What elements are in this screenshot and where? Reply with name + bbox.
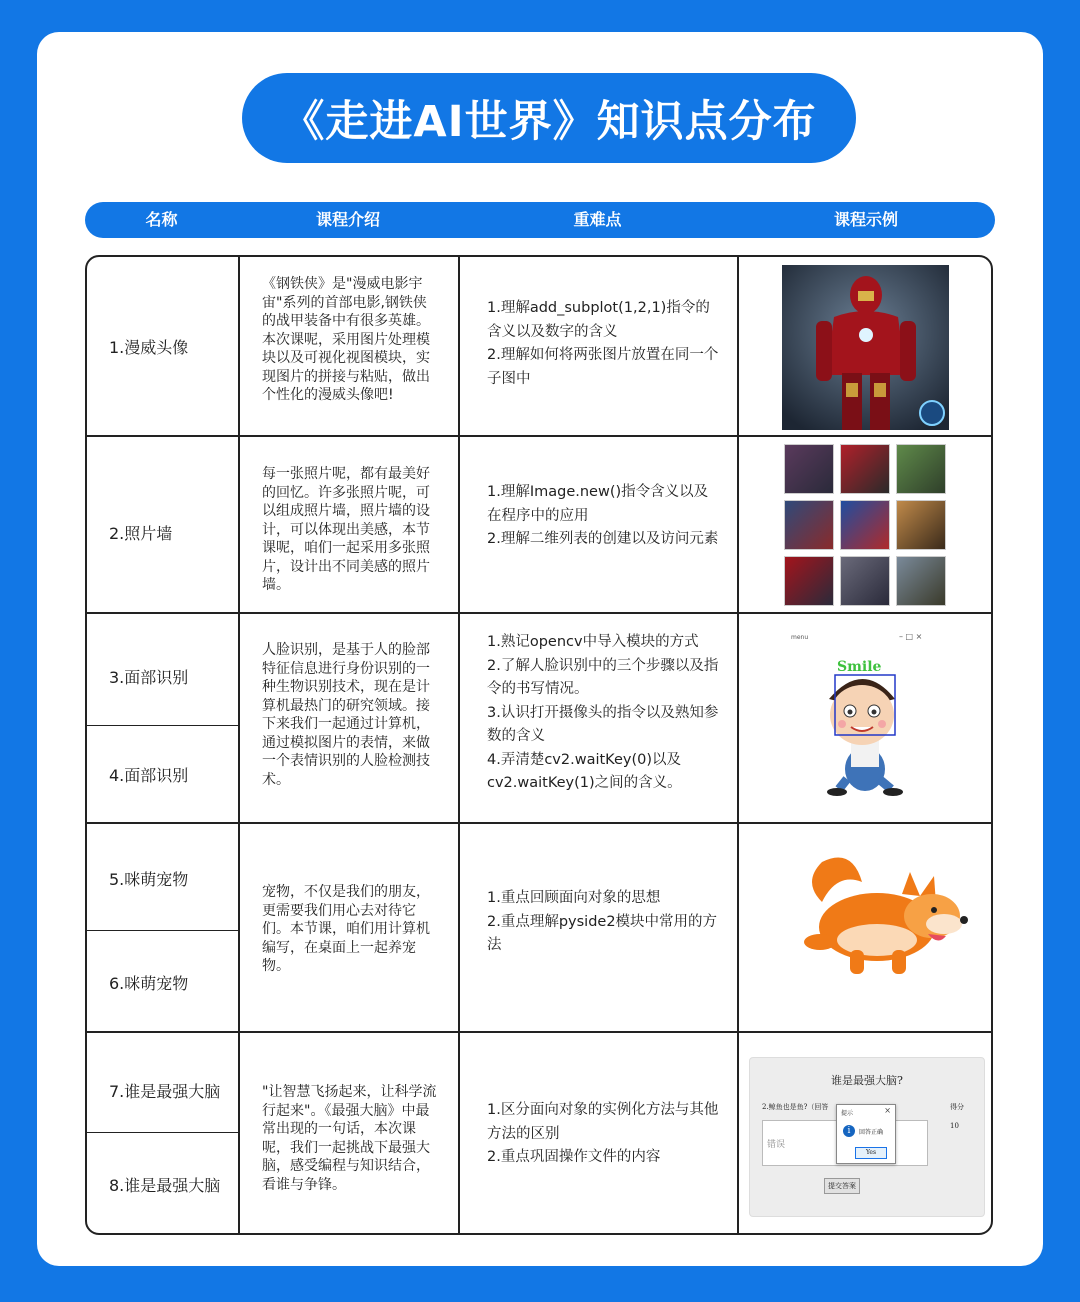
course-key-points: 1.理解Image.new()指令含义以及在程序中的应用 2.理解二维列表的创建以及访问元素 — [487, 484, 719, 547]
photo-tile — [896, 444, 946, 494]
submit-answer-button[interactable]: 提交答案 — [824, 1178, 860, 1194]
iron-man-image — [782, 265, 949, 430]
photo-tile — [784, 500, 834, 550]
column-divider — [238, 257, 240, 1233]
course-intro: 人脸识别，是基于人的脸部特征信息进行身份识别的一种生物识别技术，现在是计算机最热门的研究领域。接下来我们一起通过计算机，通过模拟图片的表情，来做一个表情识别的人脸检测技术。 — [262, 642, 430, 788]
course-name: 7.谁是最强大脑 — [109, 1082, 221, 1101]
svg-text:– □ ×: – □ × — [899, 632, 923, 641]
course-intro: 《钢铁侠》是"漫威电影宇宙"系列的首部电影,钢铁侠的战甲装备中有很多英雄。本次课呢，采用图片处理模块以及可视化视图模块，实现图片的拼接与粘贴，做出个性化的漫威头像吧! — [262, 276, 430, 403]
course-intro: 宠物，不仅是我们的朋友，更需要我们用心去对待它们。本节课，咱们用计算机编写，在桌面上一起养宠物。 — [262, 884, 430, 974]
row-divider — [87, 435, 991, 437]
photo-tile — [784, 556, 834, 606]
course-intro: "让智慧飞扬起来，让科学流行起来"。《最强大脑》中最常出现的一句话，本次课呢，我们一起挑战下最强大脑，感受编程与知识结合，看谁与争锋。 — [262, 1084, 437, 1193]
dialog-message: 回答正确 — [859, 1129, 884, 1136]
row-divider — [87, 1031, 991, 1033]
name-sub-divider — [87, 1132, 240, 1133]
score-value: 10 — [950, 1122, 959, 1130]
photo-tile — [840, 500, 890, 550]
quiz-app-window — [749, 1057, 985, 1217]
course-intro: 每一张照片呢，都有最美好的回忆。许多张照片呢，可以组成照片墙，照片墙的设计，可以体现出美感，本节课呢，咱们一起采用多张照片，设计出不同美感的照片墙。 — [262, 466, 430, 593]
photo-tile — [840, 556, 890, 606]
column-divider — [458, 257, 460, 1233]
photo-tile — [896, 556, 946, 606]
photo-wall-grid — [784, 444, 946, 606]
face-detection-cartoon — [787, 629, 947, 799]
course-key-points: 1.区分面向对象的实例化方法与其他方法的区别 2.重点巩固操作文件的内容 — [487, 1102, 719, 1165]
course-name: 8.谁是最强大脑 — [109, 1176, 221, 1195]
name-sub-divider — [87, 930, 240, 931]
dialog-close-icon[interactable]: × — [884, 1106, 891, 1115]
quiz-question: 2.鲸鱼也是鱼?（回答 — [762, 1103, 829, 1111]
header-name: 名称 — [145, 210, 178, 229]
course-key-points: 1.重点回顾面向对象的思想 2.重点理解pyside2模块中常用的方法 — [487, 890, 718, 953]
photo-tile — [840, 444, 890, 494]
dialog-title: 提示 — [841, 1110, 854, 1117]
course-name: 4.面部识别 — [109, 766, 189, 785]
name-sub-divider — [87, 725, 240, 726]
score-label: 得分 — [950, 1103, 964, 1111]
header-key-points: 重难点 — [573, 210, 622, 229]
course-key-points: 1.熟记opencv中导入模块的方式 2.了解人脸识别中的三个步骤以及指令的书写情况。 3.认识打开摄像头的指令以及熟知参数的含义 4.弄清楚cv2.waitKey(0)以及cv2.waitKey(1)之间的含义。 — [487, 634, 719, 791]
row-divider — [87, 822, 991, 824]
answer-input[interactable]: 错误 — [762, 1120, 928, 1166]
photo-tile — [896, 500, 946, 550]
table-header — [85, 202, 995, 238]
course-name: 6.咪萌宠物 — [109, 974, 189, 993]
info-icon: i — [843, 1125, 855, 1137]
corgi-pet — [792, 842, 977, 982]
window-title: menu — [791, 634, 809, 641]
course-name: 1.漫威头像 — [109, 338, 189, 357]
course-table — [85, 255, 993, 1235]
row-divider — [87, 612, 991, 614]
quiz-heading: 谁是最强大脑? — [831, 1074, 903, 1087]
column-divider — [737, 257, 739, 1233]
alert-dialog — [836, 1104, 896, 1164]
photo-tile — [784, 444, 834, 494]
header-example: 课程示例 — [833, 210, 898, 229]
detection-label: Smile — [837, 659, 882, 675]
course-name: 3.面部识别 — [109, 668, 189, 687]
dialog-yes-button[interactable]: Yes — [855, 1147, 887, 1159]
course-key-points: 1.理解add_subplot(1,2,1)指令的含义以及数字的含义 2.理解如何将两张图片放置在同一个子图中 — [487, 300, 719, 387]
course-name: 5.咪萌宠物 — [109, 870, 189, 889]
header-intro: 课程介绍 — [315, 210, 380, 229]
page-title: 《走进AI世界》知识点分布 — [242, 73, 856, 163]
course-name: 2.照片墙 — [109, 524, 173, 543]
